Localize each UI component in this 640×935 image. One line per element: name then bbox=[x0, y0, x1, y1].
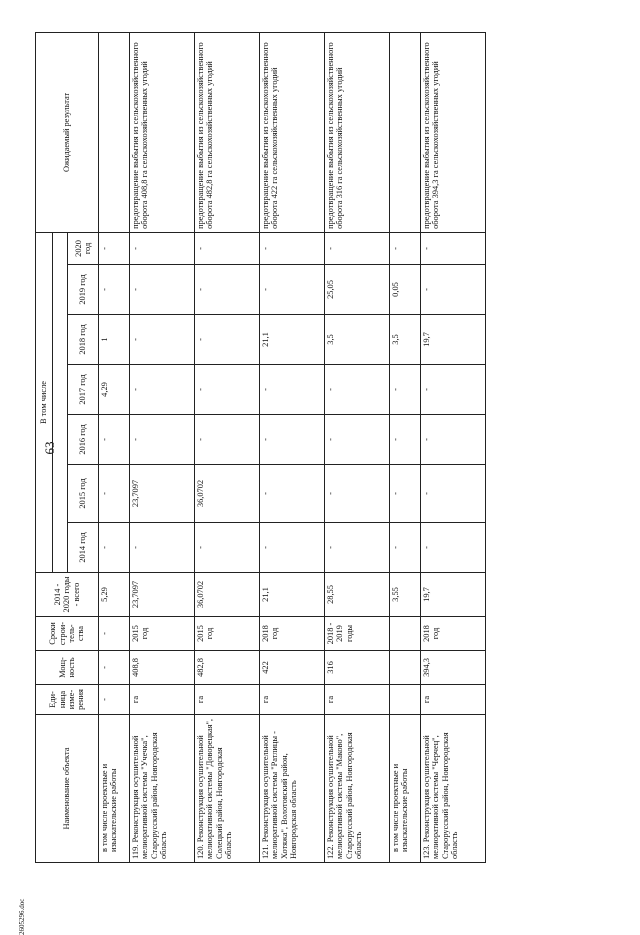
col-including-header: В том числе bbox=[36, 232, 53, 572]
cell-total: 21,1 bbox=[260, 573, 325, 617]
cell-year-value: 4,29 bbox=[99, 365, 130, 415]
page-number: 63 bbox=[42, 441, 57, 455]
cell-year-value: - bbox=[260, 523, 325, 573]
table-row bbox=[421, 32, 486, 862]
cell-year-value: - bbox=[325, 232, 390, 264]
table-subrow bbox=[99, 32, 130, 862]
table-container bbox=[35, 33, 605, 863]
cell-year-value: - bbox=[195, 265, 260, 315]
cell-unit: га bbox=[421, 685, 486, 715]
cell-power: 408,8 bbox=[130, 651, 195, 685]
cell-result: предотвращение выбытия из сельскохозяйственного оборота 408,8 га сельскохозяйственных угодий bbox=[130, 32, 195, 232]
col-terms-header: Сроки строи-тель-ства bbox=[36, 617, 99, 651]
cell-year-value: - bbox=[99, 465, 130, 523]
cell-year-value: - bbox=[130, 265, 195, 315]
cell-year-value: - bbox=[260, 465, 325, 523]
cell-name: 121. Реконструкция осушительной мелиоративной системы "Ратлицы - Хотяжа", Волотовский район, Новгородская область bbox=[260, 715, 325, 863]
cell-year-value: - bbox=[260, 232, 325, 264]
cell-year-value: - bbox=[325, 365, 390, 415]
cell-year-value: - bbox=[390, 415, 421, 465]
cell-terms: 2015 год bbox=[130, 617, 195, 651]
col-year-header: 2014 год bbox=[68, 523, 99, 573]
cell-year-value: 3,5 bbox=[325, 315, 390, 365]
col-year-header: 2020 год bbox=[68, 232, 99, 264]
cell-total: 5,29 bbox=[99, 573, 130, 617]
cell-unit: - bbox=[99, 685, 130, 715]
col-power-header: Мощ-ность bbox=[36, 651, 99, 685]
table-row bbox=[195, 32, 260, 862]
cell-name: 122. Реконструкция осушительной мелиоративной системы "Маково", Старорусский район, Новгородская область bbox=[325, 715, 390, 863]
cell-power: 316 bbox=[325, 651, 390, 685]
cell-unit: га bbox=[195, 685, 260, 715]
cell-year-value: - bbox=[130, 365, 195, 415]
cell-year-value: - bbox=[260, 365, 325, 415]
cell-power bbox=[390, 651, 421, 685]
cell-total: 3,55 bbox=[390, 573, 421, 617]
cell-year-value: - bbox=[390, 465, 421, 523]
cell-year-value: 0,05 bbox=[390, 265, 421, 315]
col-result-header: Ожидаемый результат bbox=[36, 32, 99, 232]
cell-terms: 2018 год bbox=[421, 617, 486, 651]
cell-terms: - bbox=[99, 617, 130, 651]
cell-year-value: - bbox=[390, 523, 421, 573]
cell-year-value: - bbox=[325, 415, 390, 465]
cell-year-value: - bbox=[421, 523, 486, 573]
table-header bbox=[36, 32, 99, 862]
col-name-header: Наименование объекта bbox=[36, 715, 99, 863]
cell-name: 123. Реконструкция осушительной мелиоративной системы "Черчец", Старорусский район, Новгородская область bbox=[421, 715, 486, 863]
cell-year-value: - bbox=[130, 523, 195, 573]
cell-year-value: - bbox=[130, 315, 195, 365]
table-row bbox=[130, 32, 195, 862]
cell-terms: 2018 - 2019 годы bbox=[325, 617, 390, 651]
cell-power: - bbox=[99, 651, 130, 685]
cell-year-value: - bbox=[260, 415, 325, 465]
cell-name: 119. Реконструкция осушительной мелиоративной системы "Учечка", Старорусский район, Новгородская область bbox=[130, 715, 195, 863]
cell-year-value: - bbox=[195, 315, 260, 365]
cell-power: 422 bbox=[260, 651, 325, 685]
cell-unit: га bbox=[130, 685, 195, 715]
cell-terms: 2015 год bbox=[195, 617, 260, 651]
cell-year-value: - bbox=[421, 415, 486, 465]
col-unit-header: Еди-ница изме-рения bbox=[36, 685, 99, 715]
col-year-header: 2015 год bbox=[68, 465, 99, 523]
cell-unit bbox=[390, 685, 421, 715]
cell-year-value: - bbox=[421, 465, 486, 523]
cell-total: 23,7097 bbox=[130, 573, 195, 617]
cell-terms bbox=[390, 617, 421, 651]
cell-year-value: - bbox=[195, 415, 260, 465]
objects-table bbox=[35, 32, 486, 863]
cell-result: предотвращение выбытия из сельскохозяйственного оборота 394,3 га сельскохозяйственных угодий bbox=[421, 32, 486, 232]
document-code: 2605296.doc bbox=[18, 898, 26, 935]
table-body bbox=[99, 32, 486, 862]
cell-year-value: 3,5 bbox=[390, 315, 421, 365]
cell-result: предотвращение выбытия из сельскохозяйственного оборота 482,8 га сельскохозяйственных угодий bbox=[195, 32, 260, 232]
cell-total: 36,0702 bbox=[195, 573, 260, 617]
col-year-header: 2019 год bbox=[68, 265, 99, 315]
cell-year-value: 19,7 bbox=[421, 315, 486, 365]
cell-name: в том числе проектные и изыскательские работы bbox=[99, 715, 130, 863]
cell-year-value: - bbox=[195, 365, 260, 415]
col-year-header: 2017 год bbox=[68, 365, 99, 415]
cell-year-value: - bbox=[99, 415, 130, 465]
cell-year-value: 36,0702 bbox=[195, 465, 260, 523]
cell-year-value: - bbox=[130, 232, 195, 264]
cell-total: 28,55 bbox=[325, 573, 390, 617]
cell-result: предотвращение выбытия из сельскохозяйственного оборота 422 га сельскохозяйственных угодий bbox=[260, 32, 325, 232]
cell-unit: га bbox=[325, 685, 390, 715]
cell-year-value: - bbox=[99, 232, 130, 264]
cell-year-value: 1 bbox=[99, 315, 130, 365]
cell-year-value: 25,05 bbox=[325, 265, 390, 315]
cell-year-value: - bbox=[99, 265, 130, 315]
cell-year-value: - bbox=[390, 365, 421, 415]
col-year-header: 2018 год bbox=[68, 315, 99, 365]
cell-year-value: - bbox=[421, 365, 486, 415]
cell-year-value: - bbox=[260, 265, 325, 315]
table-row bbox=[260, 32, 325, 862]
cell-year-value: - bbox=[421, 232, 486, 264]
cell-name: в том числе проектные и изыскательские работы bbox=[390, 715, 421, 863]
cell-year-value: - bbox=[325, 523, 390, 573]
cell-year-value: - bbox=[421, 265, 486, 315]
rotated-table-frame bbox=[35, 33, 605, 863]
col-total-header: 2014 - 2020 годы - всего bbox=[36, 573, 99, 617]
cell-year-value: - bbox=[390, 232, 421, 264]
col-including-spacer bbox=[53, 232, 68, 572]
cell-year-value: - bbox=[130, 415, 195, 465]
cell-power: 482,8 bbox=[195, 651, 260, 685]
cell-terms: 2018 год bbox=[260, 617, 325, 651]
table-row bbox=[325, 32, 390, 862]
table-subrow bbox=[390, 32, 421, 862]
cell-year-value: - bbox=[195, 232, 260, 264]
cell-result bbox=[99, 32, 130, 232]
cell-power: 394,3 bbox=[421, 651, 486, 685]
cell-year-value: 23,7097 bbox=[130, 465, 195, 523]
cell-year-value: - bbox=[195, 523, 260, 573]
cell-unit: га bbox=[260, 685, 325, 715]
cell-name: 120. Реконструкция осушительной мелиоративной системы "Доворецкая", Солецкий район, Новгородская область bbox=[195, 715, 260, 863]
cell-result: предотвращение выбытия из сельскохозяйственного оборота 316 га сельскохозяйственных угодий bbox=[325, 32, 390, 232]
cell-year-value: - bbox=[325, 465, 390, 523]
cell-year-value: - bbox=[99, 523, 130, 573]
col-year-header: 2016 год bbox=[68, 415, 99, 465]
cell-result bbox=[390, 32, 421, 232]
cell-total: 19,7 bbox=[421, 573, 486, 617]
cell-year-value: 21,1 bbox=[260, 315, 325, 365]
